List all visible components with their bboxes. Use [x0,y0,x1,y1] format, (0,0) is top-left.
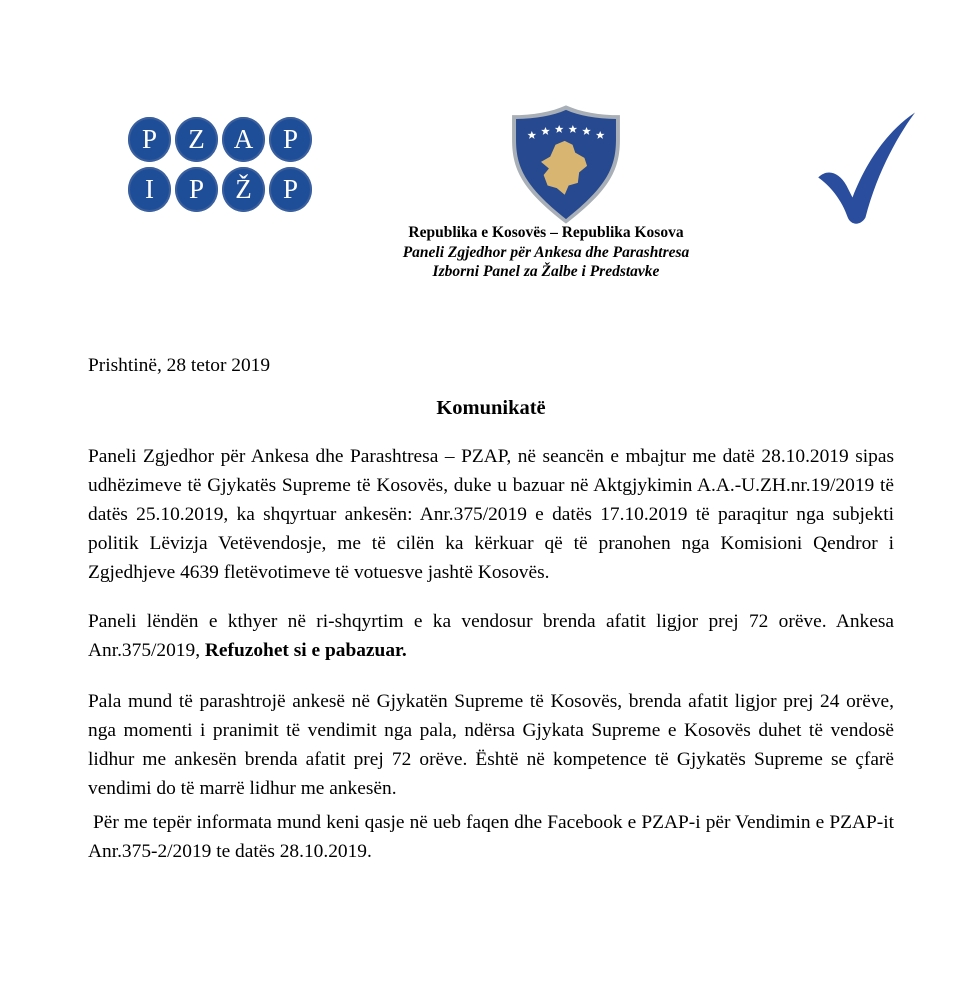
logo-circle [175,167,218,212]
logo-letter: A [233,124,254,154]
logo-letter: P [188,174,205,204]
logo-circle [128,117,171,162]
logo-letter: Z [188,124,205,154]
panel-name-serbian: Izborni Panel za Žalbe i Predstavke [432,263,660,280]
logo-circle [175,117,218,162]
logo-letter: Ž [235,174,252,204]
pzap-logo [128,117,312,212]
dateline: Prishtinë, 28 tetor 2019 [88,355,271,376]
logo-row-top [128,117,312,162]
paragraph-2 [88,607,894,665]
institution-header [328,223,764,282]
page-title: Komunikatë [436,397,546,419]
logo-letter: P [282,124,299,154]
logo-circle [222,117,265,162]
checkmark-icon [806,109,932,227]
logo-circle [269,167,312,212]
paragraph-3: Pala mund të parashtrojë ankesë në Gjykatën Supreme të Kosovës, brenda afatit ligjor prej 24 orëve, nga momenti i pranimit të vendimit nga pala, ndërsa Gjykata Supreme e Kosovës duhet të vendosë lidhur me ankesën brenda afatit prej 72 orëve. Është në kompetence të Gjykatës Supreme se çfarë vendimi do të marrë lidhur me ankesën. [88,691,894,799]
logo-row-bottom [128,167,312,212]
paragraph-2-text: Paneli lëndën e kthyer në ri-shqyrtim e ka vendosur brenda afatit ligjor prej 72 orëve. Ankesa Anr.375/2019, [88,611,894,661]
logo-letter: P [282,174,299,204]
paragraph-1: Paneli Zgjedhor për Ankesa dhe Parashtresa – PZAP, në seancën e mbajtur me datë 28.10.2019 sipas udhëzimeve të Gjykatës Supreme të Kosovës, duke u bazuar në Aktgjykimin A.A.-U.ZH.nr.19/2019 të datës 25.10.2019, ka shqyrtuar ankesën: Anr.375/2019 e datës 17.10.2019 të paraqitur nga subjekti politik Lëvizja Vetëvendosje, me të cilën ka kërkuar që të pranohen nga Komisioni Qendror i Zgjedhjeve 4639 fletëvotimeve të votuesve jashtë Kosovës. [88,446,894,583]
logo-circle [222,167,265,212]
document-body [88,351,894,866]
republic-name: Republika e Kosovës – Republika Kosova [408,224,684,241]
kosovo-coat-of-arms-icon [500,104,632,225]
logo-letter: P [141,124,158,154]
logo-letter: I [145,174,154,204]
paragraph-4: Për me tepër informata mund keni qasje në ueb faqen dhe Facebook e PZAP-i për Vendimin e PZAP-it Anr.375-2/2019 te datës 28.10.2019. [88,812,894,862]
logo-circle [269,117,312,162]
panel-name-albanian: Paneli Zgjedhor për Ankesa dhe Parashtresa [402,243,690,261]
logo-circle [128,167,171,212]
paragraph-2-decision: Refuzohet si e pabazuar. [204,640,407,661]
